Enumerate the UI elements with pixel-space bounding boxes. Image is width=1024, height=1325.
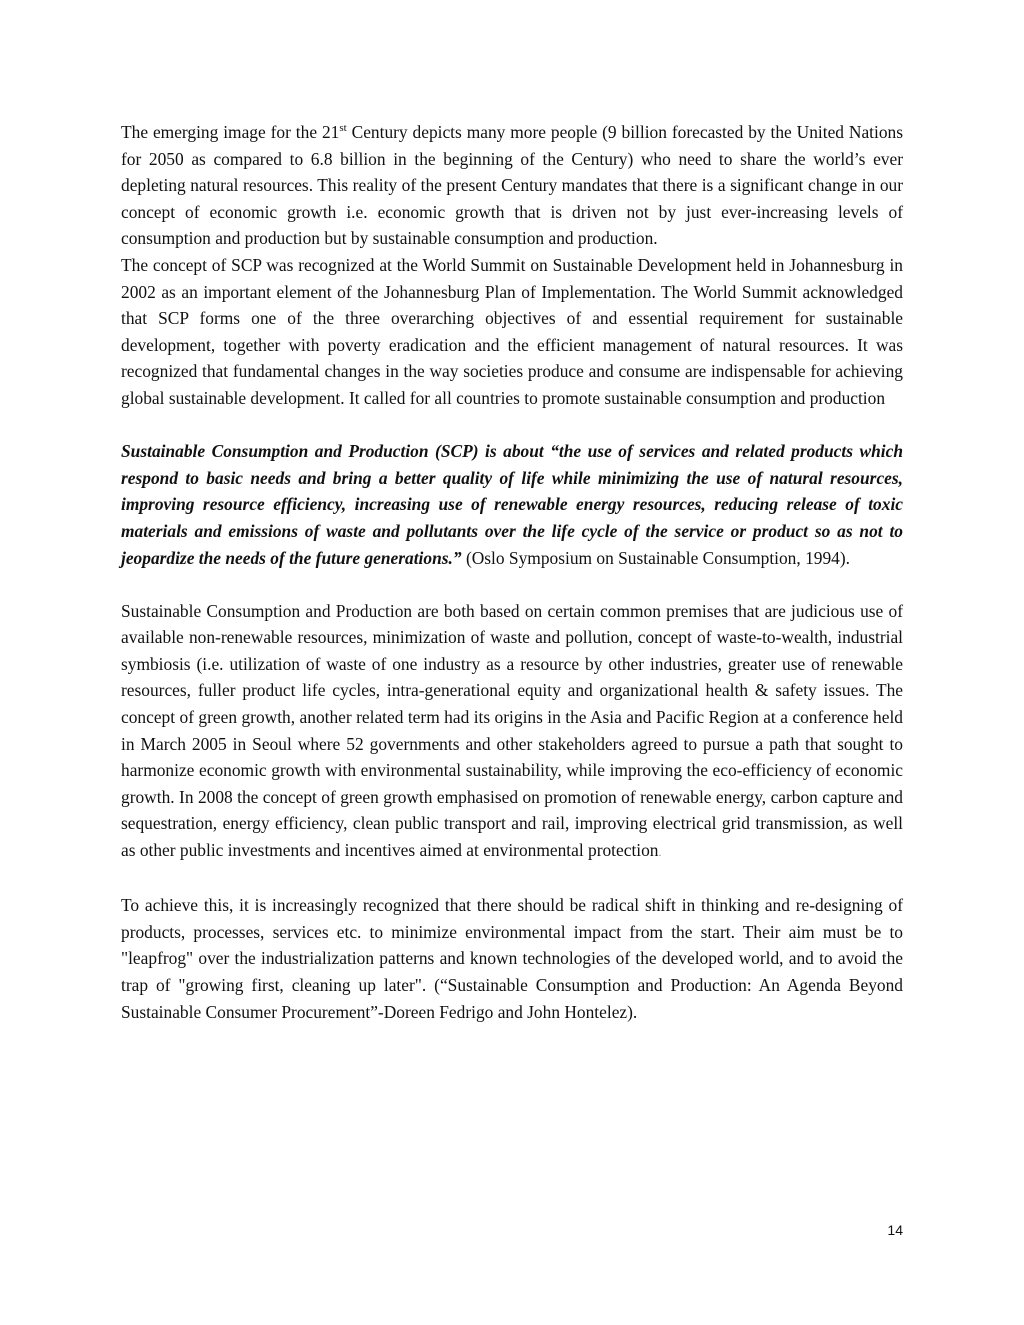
page-number: 14 — [887, 1222, 903, 1238]
paragraph-gap — [121, 412, 903, 439]
paragraph-scp-definition — [121, 438, 903, 571]
superscript-st: st — [339, 122, 347, 134]
paragraph-radical-shift: To achieve this, it is increasingly recognized that there should be radical shift in thinking and re-designing of products, processes, services etc. to minimize environmental impact from the start. Their aim must be to "leapfrog" over the industrialization patterns and known technologies of the developed world, and to avoid the trap of "growing first, cleaning up later". (“Sustainable Consumption and Production: An Agenda Beyond Sustainable Consumer Procurement”-Doreen Fedrigo and John Hontelez). — [121, 895, 903, 1022]
oslo-citation: (Oslo Symposium on Sustainable Consumption, 1994). — [465, 547, 850, 568]
trailing-period: . — [658, 845, 662, 860]
paragraph-text: Sustainable Consumption and Production are both based on certain common premises that are judicious use of available non-renewable resources, minimization of waste and pollution, concept of waste-to-wealth, industrial symbiosis (i.e. utilization of waste of one industry as a resource by other industries, greater use of renewable resources, fuller product life cycles, intra-generational equity and organizational health & safety issues. The concept of green growth, another related term had its origins in the Asia and Pacific Region at a conference held in March 2005 in Seoul where 52 governments and other stakeholders agreed to pursue a path that sought to harmonize economic growth with environmental sustainability, while improving the eco-efficiency of economic growth. In 2008 the concept of green growth emphasised on promotion of renewable energy, carbon capture and sequestration, energy efficiency, clean public transport and rail, improving electrical grid transmission, as well as other public investments and incentives aimed at environmental protection — [121, 600, 903, 861]
paragraph-gap — [121, 866, 903, 893]
paragraph-common-premises — [121, 598, 903, 866]
paragraph-text: Century depicts many more people (9 billion forecasted by the United Nations for 2050 as compared to 6.8 billion in the beginning of the Century) who need to share the world’s ever depleting natural resources. This reality of the present Century mandates that there is a significant change in our concept of economic growth i.e. economic growth that is driven not by just ever-increasing levels of consumption and production but by sustainable consumption and production. — [121, 122, 903, 249]
paragraph-scp-recognition: The concept of SCP was recognized at the World Summit on Sustainable Development held in Johannesburg in 2002 as an important element of the Johannesburg Plan of Implementation. The World Summit acknowledged that SCP forms one of the three overarching objectives of and essential requirement for sustainable development, together with poverty eradication and the efficient management of natural resources. It was recognized that fundamental changes in the way societies produce and consume are indispensable for achieving global sustainable development. It called for all countries to promote sustainable consumption and production — [121, 254, 903, 408]
scp-definition-quote: Sustainable Consumption and Production (SCP) is about “the use of services and related products which respond to basic needs and bring a better quality of life while minimizing the use of natural resources, improving resource efficiency, increasing use of renewable energy resources, reducing release of toxic materials and emissions of waste and pollutants over the life cycle of the service or product so as not to jeopardize the needs of the future generations.” — [121, 441, 903, 568]
paragraph-text: The emerging image for the 21 — [121, 122, 340, 142]
body-text — [121, 119, 903, 1025]
paragraph-gap — [121, 571, 903, 598]
paragraph-21st-century — [121, 119, 903, 252]
